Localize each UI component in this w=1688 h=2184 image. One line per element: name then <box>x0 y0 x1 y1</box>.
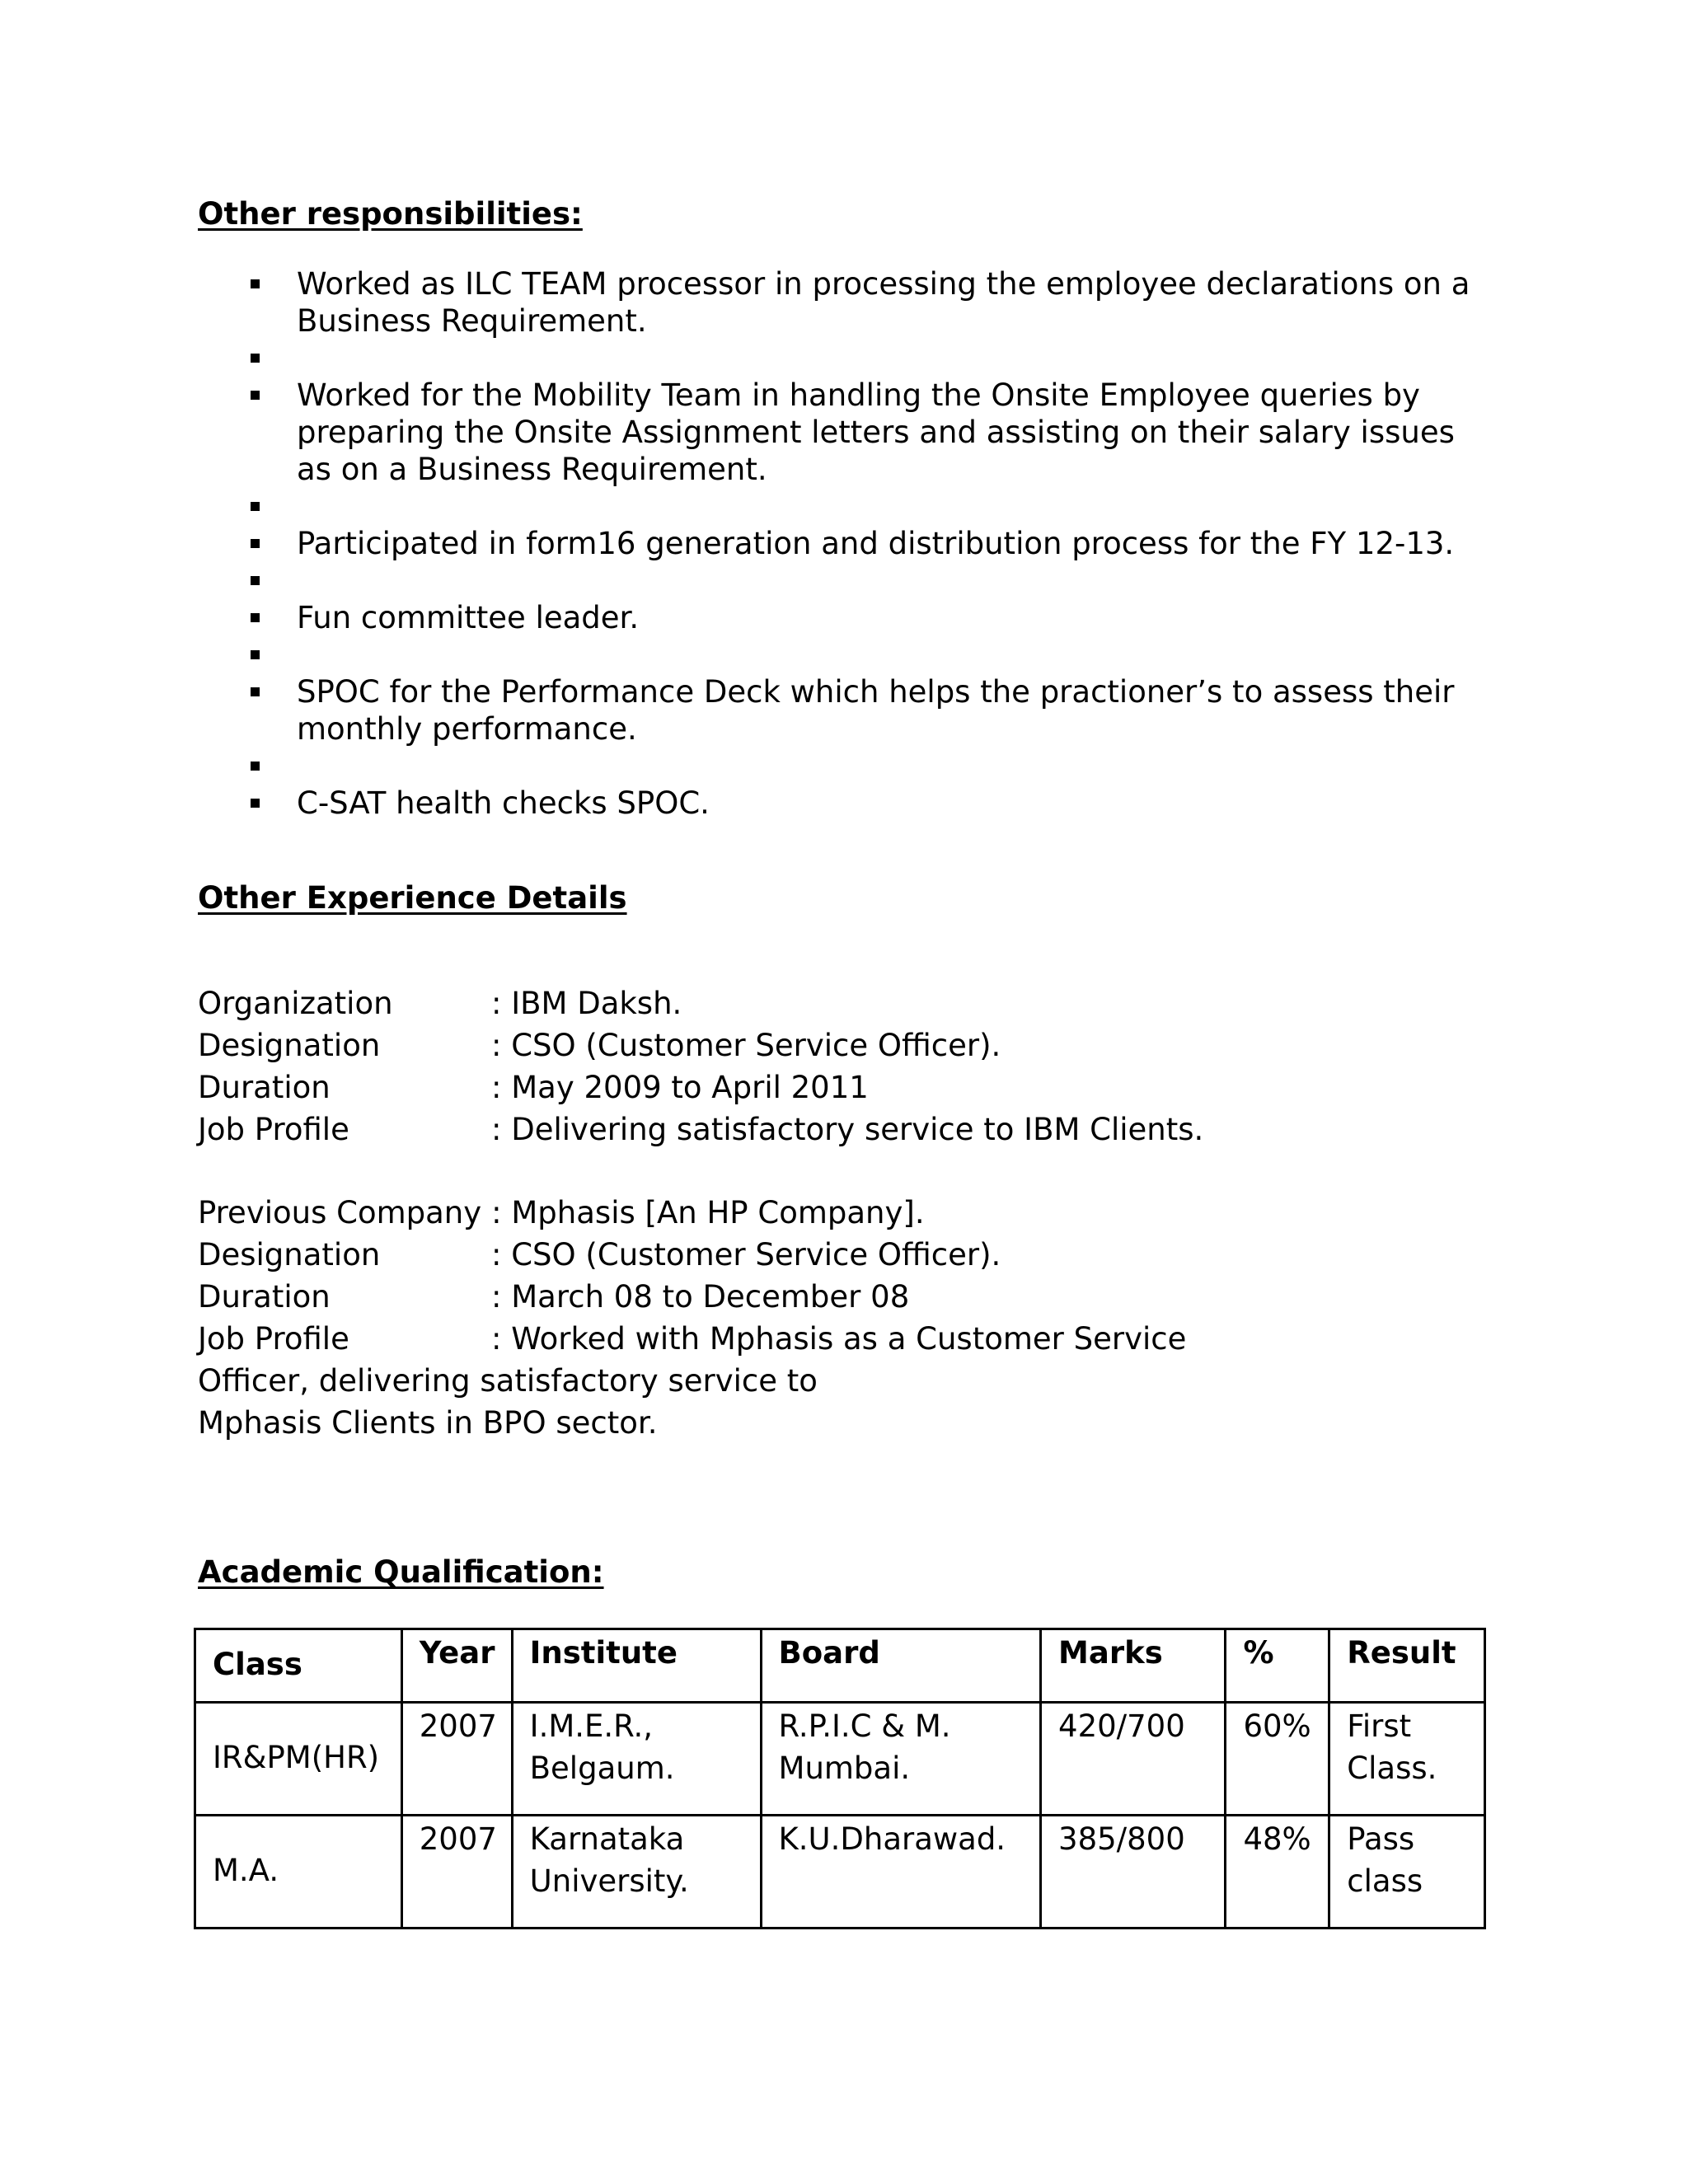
board-line: Mumbai. <box>778 1750 911 1786</box>
board-line: K.U.Dharawad. <box>778 1821 1006 1857</box>
list-item-text: Participated in form16 generation and distribution process for the FY 12-13. <box>297 526 1455 561</box>
designation-row <box>198 1234 1517 1276</box>
job-profile-continuation: Mphasis Clients in BPO sector. <box>198 1405 658 1441</box>
result-cell <box>1329 1703 1485 1816</box>
company-value: : Mphasis [An HP Company]. <box>491 1195 925 1230</box>
job-profile-row <box>198 1108 1517 1151</box>
organization-row <box>198 982 1517 1024</box>
list-item <box>198 377 1484 488</box>
result-line: Class. <box>1347 1750 1437 1786</box>
company-row <box>198 1192 1517 1234</box>
table-row <box>195 1816 1485 1929</box>
academic-heading: Academic Qualification: <box>198 1554 604 1590</box>
designation-row <box>198 1024 1517 1066</box>
square-bullet-icon <box>251 613 260 622</box>
class-cell: M.A. <box>195 1816 402 1929</box>
list-item <box>198 636 1484 673</box>
square-bullet-icon <box>251 762 260 771</box>
square-bullet-icon <box>251 650 260 659</box>
duration-row <box>198 1276 1517 1318</box>
job-profile-row <box>198 1318 1517 1360</box>
job-profile-label: Job Profile <box>198 1112 349 1147</box>
column-header-percent: % <box>1226 1629 1329 1703</box>
square-bullet-icon <box>251 687 260 696</box>
square-bullet-icon <box>251 279 260 288</box>
job-profile-label: Job Profile <box>198 1321 349 1357</box>
academic-table <box>194 1628 1486 1929</box>
duration-value: : March 08 to December 08 <box>491 1279 910 1315</box>
square-bullet-icon <box>251 799 260 808</box>
duration-row <box>198 1066 1517 1108</box>
designation-label: Designation <box>198 1028 381 1063</box>
list-item-text: Worked as ILC TEAM processor in processing the employee declarations on a Business Requirement. <box>297 266 1470 339</box>
company-label: Previous Company <box>198 1195 482 1230</box>
list-item-text: Fun committee leader. <box>297 600 640 635</box>
organization-value: : IBM Daksh. <box>491 986 682 1021</box>
institute-cell <box>512 1703 761 1816</box>
marks-cell: 385/800 <box>1041 1816 1226 1929</box>
list-item-text: Worked for the Mobility Team in handling the Onsite Employee queries by preparing the Onsite Assignment letters and assisting on their salary issues as on a Business Requirement. <box>297 377 1455 487</box>
square-bullet-icon <box>251 502 260 511</box>
list-item <box>198 525 1484 562</box>
list-item <box>198 673 1484 748</box>
result-line: Pass <box>1347 1821 1415 1857</box>
designation-label: Designation <box>198 1237 381 1272</box>
board-cell <box>761 1703 1041 1816</box>
board-cell <box>761 1816 1041 1929</box>
organization-label: Organization <box>198 986 393 1021</box>
year-cell: 2007 <box>401 1703 512 1816</box>
square-bullet-icon <box>251 576 260 585</box>
board-line: R.P.I.C & M. <box>778 1708 951 1744</box>
square-bullet-icon <box>251 391 260 400</box>
institute-line: Belgaum. <box>529 1750 675 1786</box>
square-bullet-icon <box>251 539 260 548</box>
institute-line: I.M.E.R., <box>529 1708 654 1744</box>
designation-value: : CSO (Customer Service Officer). <box>491 1237 1001 1272</box>
duration-value: : May 2009 to April 2011 <box>491 1070 869 1105</box>
list-item <box>198 488 1484 525</box>
list-item <box>198 340 1484 377</box>
job-profile-value: : Delivering satisfactory service to IBM Clients. <box>491 1112 1204 1147</box>
class-cell: IR&PM(HR) <box>195 1703 402 1816</box>
list-item <box>198 562 1484 599</box>
column-header-institute: Institute <box>512 1629 761 1703</box>
experience-heading: Other Experience Details <box>198 880 627 916</box>
responsibilities-list <box>198 265 1484 822</box>
percent-cell: 48% <box>1226 1816 1329 1929</box>
table-header-row <box>195 1629 1485 1703</box>
percent-cell: 60% <box>1226 1703 1329 1816</box>
year-cell: 2007 <box>401 1816 512 1929</box>
list-item-text: SPOC for the Performance Deck which helps the practioner’s to assess their monthly performance. <box>297 674 1455 747</box>
list-item <box>198 599 1484 636</box>
result-line: First <box>1347 1708 1412 1744</box>
responsibilities-heading: Other responsibilities: <box>198 196 583 232</box>
job-profile-value: : Worked with Mphasis as a Customer Service <box>491 1321 1187 1357</box>
marks-cell: 420/700 <box>1041 1703 1226 1816</box>
duration-label: Duration <box>198 1070 331 1105</box>
list-item <box>198 748 1484 785</box>
result-cell <box>1329 1816 1485 1929</box>
experience-block-ibm <box>198 982 1517 1151</box>
duration-label: Duration <box>198 1279 331 1315</box>
list-item <box>198 785 1484 822</box>
column-header-marks: Marks <box>1041 1629 1226 1703</box>
square-bullet-icon <box>251 354 260 363</box>
designation-value: : CSO (Customer Service Officer). <box>491 1028 1001 1063</box>
experience-block-mphasis <box>198 1192 1517 1444</box>
column-header-board: Board <box>761 1629 1041 1703</box>
institute-cell <box>512 1816 761 1929</box>
table-row <box>195 1703 1485 1816</box>
result-line: class <box>1347 1863 1423 1899</box>
column-header-class: Class <box>195 1629 402 1703</box>
institute-line: Karnataka <box>529 1821 685 1857</box>
column-header-result: Result <box>1329 1629 1485 1703</box>
list-item <box>198 265 1484 340</box>
column-header-year: Year <box>401 1629 512 1703</box>
job-profile-continuation: Officer, delivering satisfactory service to <box>198 1363 818 1399</box>
list-item-text: C-SAT health checks SPOC. <box>297 785 710 821</box>
institute-line: University. <box>529 1863 689 1899</box>
